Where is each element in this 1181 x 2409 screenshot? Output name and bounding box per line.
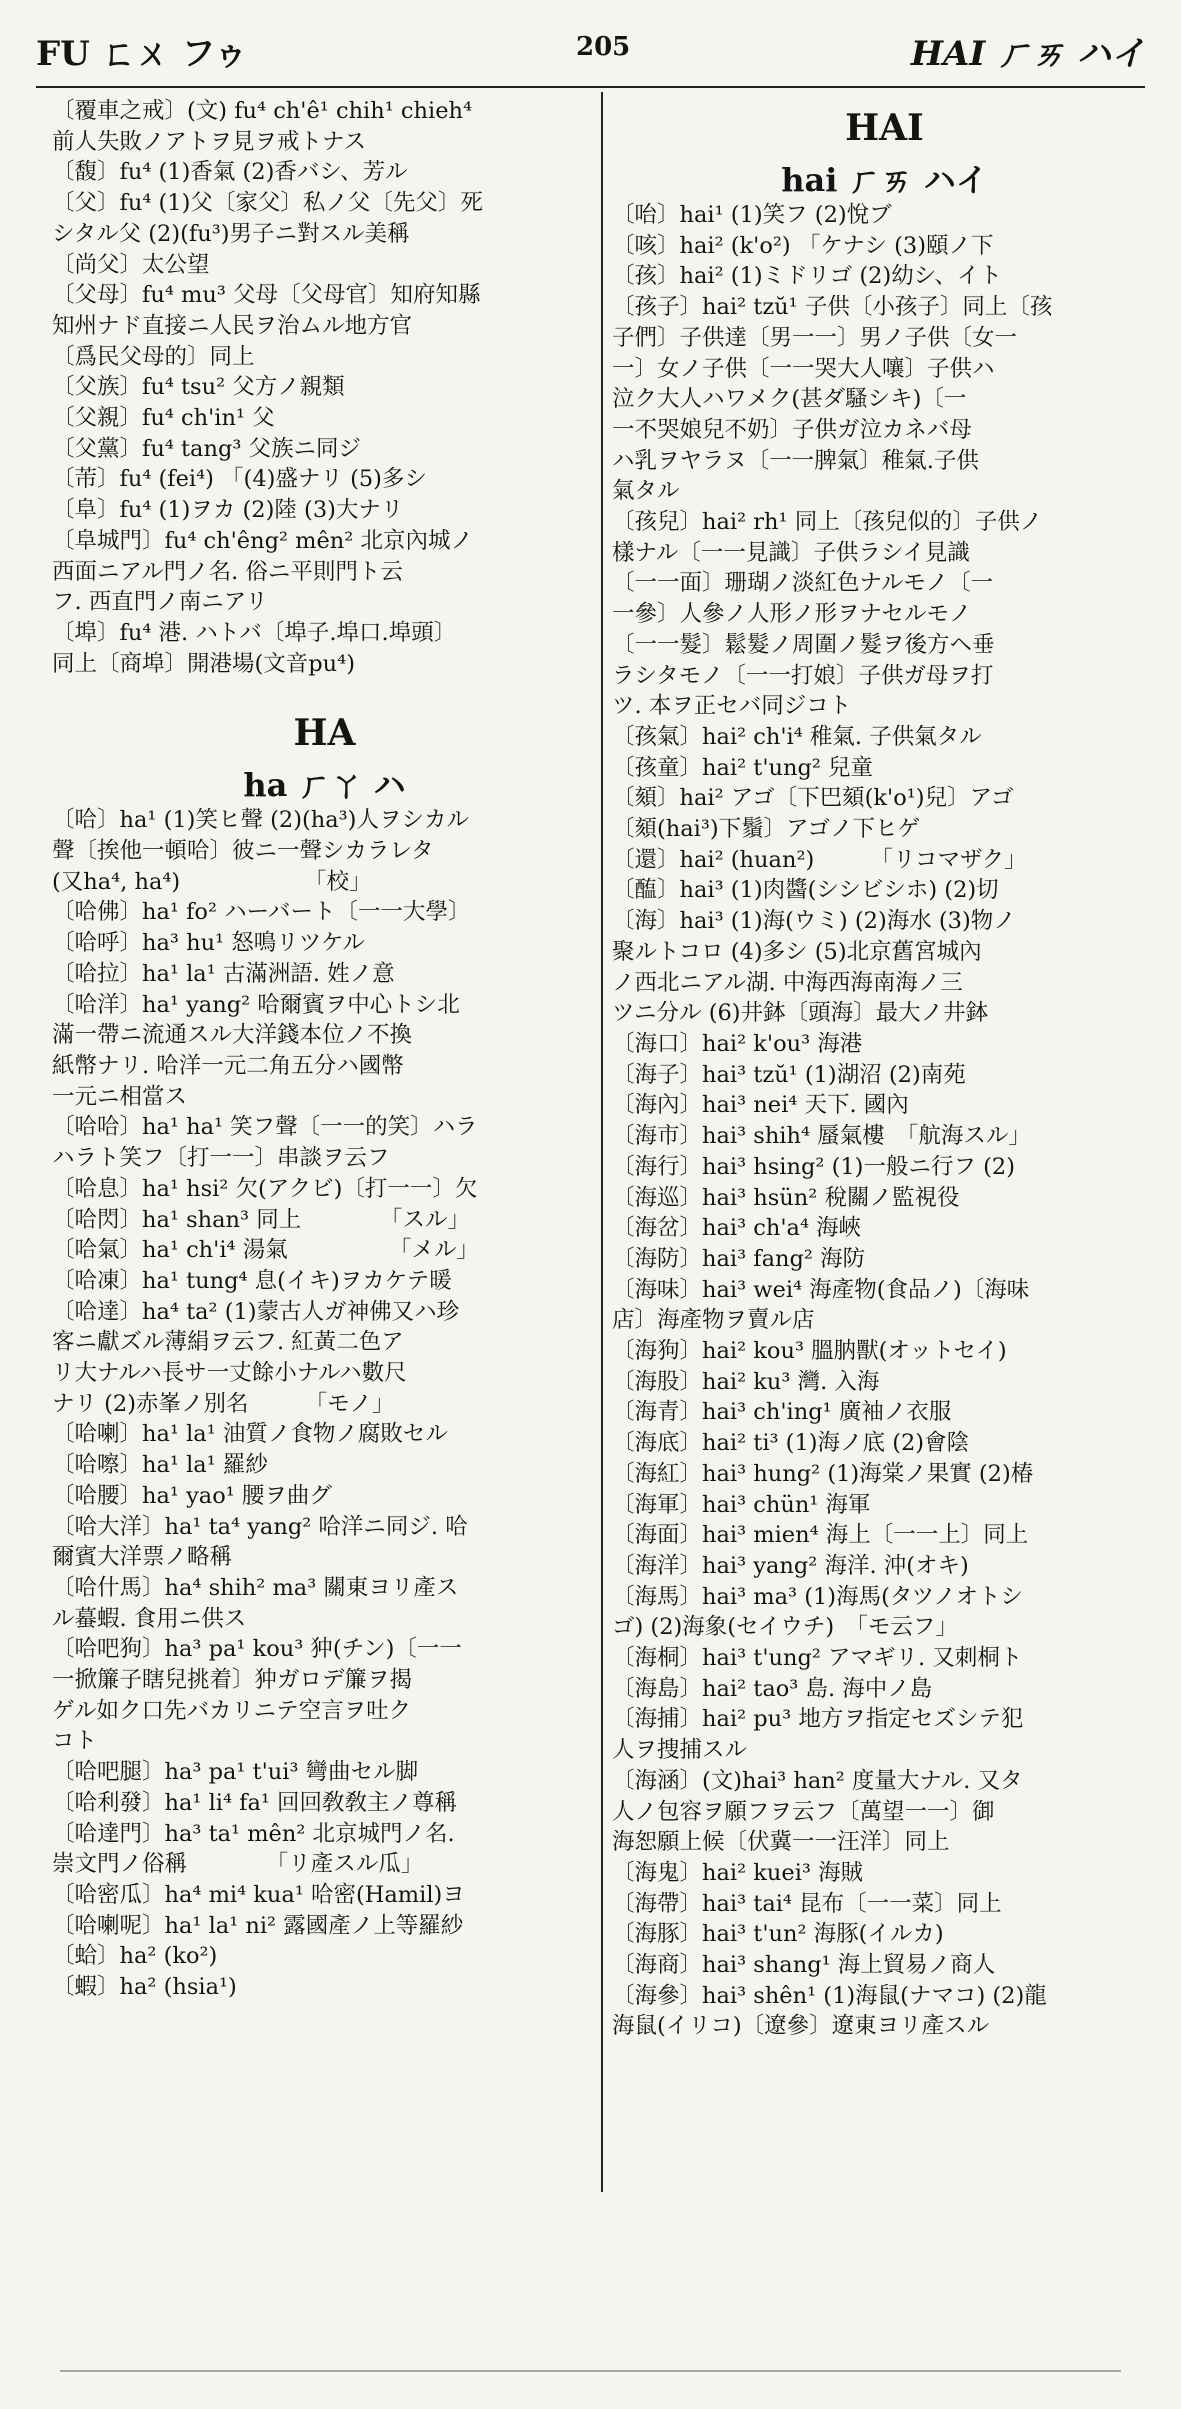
hai-entry: 〔海口〕hai² k'ou³ 海港 bbox=[612, 1030, 863, 1057]
ha-entry: 〔蝦〕ha² (hsia¹) bbox=[52, 1974, 237, 2001]
ha-entry: 崇文門ノ俗稱 「リ產スル瓜」 bbox=[52, 1851, 424, 1878]
fu-entry: 〔馥〕fu⁴ (1)香氣 (2)香バシ、芳ル bbox=[52, 159, 408, 186]
fu-entry: 〔父母〕fu⁴ mu³ 父母〔父母官〕知府知縣 bbox=[52, 282, 481, 309]
fu-entry: 〔尚父〕太公望 bbox=[52, 251, 210, 278]
hai-entry: 〔海內〕hai³ nei⁴ 天下. 國內 bbox=[612, 1092, 909, 1119]
hai-entry: 店〕海產物ヲ賣ル店 bbox=[612, 1307, 815, 1334]
fu-entry: 〔父〕fu⁴ (1)父〔家父〕私ノ父〔先父〕死 bbox=[52, 190, 483, 217]
ha-entry: 〔哈洋〕ha¹ yang² 哈爾賓ヲ中心トシ北 bbox=[52, 991, 460, 1018]
hai-entry: 〔咍〕hai¹ (1)笑フ (2)悅ブ bbox=[612, 202, 892, 228]
fu-entry: 〔阜城門〕fu⁴ ch'êng² mên² 北京內城ノ bbox=[52, 527, 473, 554]
hai-entry: 〔海行〕hai³ hsing² (1)一般ニ行フ (2) bbox=[612, 1153, 1015, 1180]
column-divider bbox=[601, 92, 603, 2192]
fu-entry: フ. 西直門ノ南ニアリ bbox=[52, 589, 268, 616]
hai-entry: 〔一一髮〕鬆髮ノ周圍ノ髮ヲ後方ヘ垂 bbox=[612, 631, 995, 658]
fu-entry: 〔父親〕fu⁴ ch'in¹ 父 bbox=[52, 405, 275, 432]
hai-entry: 〔海狗〕hai² kou³ 膃肭獸(オットセイ) bbox=[612, 1338, 1007, 1365]
hai-entry: 〔海鬼〕hai² kuei³ 海賊 bbox=[612, 1859, 864, 1886]
fu-entry: 〔父黨〕fu⁴ tang³ 父族ニ同ジ bbox=[52, 435, 362, 462]
hai-entry: 〔海捕〕hai² pu³ 地方ヲ指定セズシテ犯 bbox=[612, 1706, 1024, 1733]
ha-entry: 一掀簾子瞎兒挑着〕狆ガロデ簾ヲ揭 bbox=[52, 1667, 413, 1694]
ha-entry: 〔哈喇〕ha¹ la¹ 油質ノ食物ノ腐敗セル bbox=[52, 1421, 448, 1448]
header-right: HAI ㄏㄞ ハイ bbox=[910, 34, 1145, 74]
fu-entry: シタル父 (2)(fu³)男子ニ對スル美稱 bbox=[52, 220, 410, 247]
page-number: 205 bbox=[576, 32, 631, 62]
left-column bbox=[52, 96, 597, 2003]
hai-entry: ハ乳ヲヤラヌ〔一一脾氣〕稚氣.子供 bbox=[612, 447, 979, 474]
hai-entry: 〔海參〕hai³ shên¹ (1)海鼠(ナマコ) (2)龍 bbox=[612, 1982, 1047, 2009]
hai-entry: 〔醢〕hai³ (1)肉醬(シシビシホ) (2)切 bbox=[612, 877, 999, 904]
ha-entry: 〔哈凍〕ha¹ tung⁴ 息(イキ)ヲカケテ暖 bbox=[52, 1267, 452, 1294]
ha-entry: 〔哈大洋〕ha¹ ta⁴ yang² 哈洋ニ同ジ. 哈 bbox=[52, 1513, 468, 1540]
ha-section-subtitle: ha ㄏㄚ ハ bbox=[243, 766, 406, 805]
hai-entry: 〔頦(hai³)下鬚〕アゴノ下ヒゲ bbox=[612, 816, 921, 843]
ha-entry: 〔哈氣〕ha¹ ch'i⁴ 湯氣 「メル」 bbox=[52, 1237, 479, 1264]
hai-entry: 〔海涵〕(文)hai³ han² 度量大ナル. 又タ bbox=[612, 1767, 1023, 1794]
hai-entry: 〔海底〕hai² ti³ (1)海ノ底 (2)會陰 bbox=[612, 1430, 970, 1457]
ha-entry: リ大ナルハ長サ一丈餘小ナルハ數尺 bbox=[52, 1360, 407, 1387]
fu-entry: 〔阜〕fu⁴ (1)ヲカ (2)陸 (3)大ナリ bbox=[52, 497, 404, 524]
ha-entry: 滿一帶ニ流通スル大洋錢本位ノ不換 bbox=[52, 1022, 413, 1049]
hai-entry: 海鼠(イリコ)〔遼參〕遼東ヨリ產スル bbox=[612, 2013, 990, 2040]
ha-entry: コト bbox=[52, 1728, 98, 1755]
ha-entry: 〔哈哈〕ha¹ ha¹ 笑フ聲〔一一的笑〕ハラ bbox=[52, 1114, 478, 1141]
bottom-rule bbox=[60, 2370, 1121, 2372]
ha-entry: 〔哈達門〕ha³ ta¹ mên² 北京城門ノ名. bbox=[52, 1820, 455, 1847]
hai-entry: 〔孩童〕hai² t'ung² 兒童 bbox=[612, 754, 874, 781]
header-rule bbox=[36, 86, 1145, 88]
hai-entry: 〔孩子〕hai² tzŭ¹ 子供〔小孩子〕同上〔孩 bbox=[612, 294, 1053, 321]
hai-entry: 〔海紅〕hai³ hung² (1)海棠ノ果實 (2)椿 bbox=[612, 1460, 1034, 1487]
hai-entry: 海恕願上候〔伏冀一一汪洋〕同上 bbox=[612, 1829, 950, 1856]
ha-entry: 〔哈閃〕ha¹ shan³ 同上 「スル」 bbox=[52, 1206, 470, 1233]
hai-entry: 一參〕人參ノ人形ノ形ヲナセルモノ bbox=[612, 601, 972, 628]
hai-entry: 〔海帶〕hai³ tai⁴ 昆布〔一一菜〕同上 bbox=[612, 1890, 1002, 1917]
hai-entry: 〔頦〕hai² アゴ〔下巴頦(k'o¹)兒〕アゴ bbox=[612, 785, 1014, 812]
ha-entry: 〔哈腰〕ha¹ yao¹ 腰ヲ曲グ bbox=[52, 1482, 332, 1509]
hai-entry: 〔海〕hai³ (1)海(ウミ) (2)海水 (3)物ノ bbox=[612, 908, 1016, 935]
ha-entry: 紙幣ナリ. 哈洋一元二角五分ハ國幣 bbox=[52, 1052, 404, 1079]
ha-entry: 〔哈佛〕ha¹ fo² ハーバート〔一一大學〕 bbox=[52, 899, 471, 926]
hai-entry: 人ヲ捜捕スル bbox=[612, 1737, 748, 1764]
fu-entry: 〔覆車之戒〕(文) fu⁴ ch'ê¹ chih¹ chieh⁴ bbox=[52, 98, 473, 124]
right-column bbox=[612, 96, 1157, 2042]
fu-entry: 西面ニアル門ノ名. 俗ニ平則門ト云 bbox=[52, 558, 403, 585]
fu-entry: 前人失敗ノアトヲ見ヲ戒トナス bbox=[52, 128, 367, 155]
hai-entry: 〔海岔〕hai³ ch'a⁴ 海峽 bbox=[612, 1215, 862, 1242]
ha-entry: 一元ニ相當ス bbox=[52, 1083, 188, 1110]
ha-entry: ル蟇蝦. 食用ニ供ス bbox=[52, 1605, 247, 1632]
hai-entry: 〔海商〕hai³ shang¹ 海上貿易ノ商人 bbox=[612, 1952, 996, 1979]
ha-entry: 〔哈喇呢〕ha¹ la¹ ni² 露國產ノ上等羅紗 bbox=[52, 1912, 464, 1939]
hai-entry: 〔海洋〕hai³ yang² 海洋. 沖(オキ) bbox=[612, 1552, 969, 1579]
hai-entry: 一不哭娘兒不奶〕子供ガ泣カネバ母 bbox=[612, 416, 972, 443]
hai-entry: 〔孩氣〕hai² ch'i⁴ 稚氣. 子供氣タル bbox=[612, 723, 982, 750]
hai-entry: 氣タル bbox=[612, 478, 680, 505]
hai-entry: 聚ルトコロ (4)多シ (5)北京舊宮城內 bbox=[612, 938, 982, 965]
hai-entry: 樣ナル〔一一見識〕子供ラシイ見識 bbox=[612, 539, 970, 566]
hai-entry: 〔咳〕hai² (k'o²) 「ケナシ (3)頤ノ下 bbox=[612, 232, 994, 259]
hai-entry: 〔海味〕hai³ wei⁴ 海產物(食品ノ)〔海味 bbox=[612, 1276, 1030, 1303]
hai-entry: 一〕女ノ子供〔一一哭大人嚷〕子供ハ bbox=[612, 355, 995, 382]
page-header bbox=[36, 18, 1145, 82]
ha-entry: (又ha⁴, ha⁴) 「校」 bbox=[52, 868, 372, 895]
header-left: FU ㄈㄨ フゥ bbox=[36, 34, 248, 74]
hai-entry: 〔海市〕hai³ shih⁴ 蜃氣樓 「航海スル」 bbox=[612, 1123, 1031, 1150]
hai-entry: 〔海巡〕hai³ hsün² 稅關ノ監視役 bbox=[612, 1184, 960, 1211]
fu-entry: 〔父族〕fu⁴ tsu² 父方ノ親類 bbox=[52, 374, 345, 401]
ha-entry: 〔哈達〕ha⁴ ta² (1)蒙古人ガ神佛又ハ珍 bbox=[52, 1298, 460, 1325]
hai-entry: 〔海桐〕hai³ t'ung² アマギリ. 又刺桐ト bbox=[612, 1645, 1023, 1672]
hai-entry: ツニ分ル (6)井鉢〔頭海〕最大ノ井鉢 bbox=[612, 1000, 989, 1027]
hai-section-title: HAI bbox=[845, 107, 924, 149]
ha-entry: 〔哈呼〕ha³ hu¹ 怒鳴リツケル bbox=[52, 930, 365, 957]
hai-entry: 〔孩兒〕hai² rh¹ 同上〔孩兒似的〕子供ノ bbox=[612, 509, 1043, 536]
hai-entry: ノ西北ニアル湖. 中海西海南海ノ三 bbox=[612, 969, 963, 996]
hai-entry: 〔海面〕hai³ mien⁴ 海上〔一一上〕同上 bbox=[612, 1522, 1029, 1549]
hai-entry: 〔海防〕hai³ fang² 海防 bbox=[612, 1245, 866, 1272]
hai-entry: 〔海子〕hai³ tzŭ¹ (1)湖沼 (2)南苑 bbox=[612, 1061, 966, 1088]
fu-entry: 知州ナド直接ニ人民ヲ治ムル地方官 bbox=[52, 312, 413, 339]
hai-entry: 〔海軍〕hai³ chün¹ 海軍 bbox=[612, 1491, 871, 1518]
ha-entry: 〔哈利發〕ha¹ li⁴ fa¹ 回回敎敎主ノ尊稱 bbox=[52, 1789, 458, 1816]
ha-entry: 〔哈吧狗〕ha³ pa¹ kou³ 狆(チン)〔一一 bbox=[52, 1636, 462, 1663]
ha-entry: 〔哈息〕ha¹ hsi² 欠(アクビ)〔打一一〕欠 bbox=[52, 1175, 478, 1202]
hai-entry: ツ. 本ヲ正セバ同ジコト bbox=[612, 693, 852, 720]
ha-entry: 〔哈什馬〕ha⁴ shih² ma³ 關東ヨリ產ス bbox=[52, 1574, 459, 1601]
fu-entry: 〔爲民父母的〕同上 bbox=[52, 343, 255, 370]
hai-entry: 〔海豚〕hai³ t'un² 海豚(イルカ) bbox=[612, 1921, 944, 1948]
hai-entry: 〔孩〕hai² (1)ミドリゴ (2)幼シ、イト bbox=[612, 263, 1002, 290]
hai-entry: 〔海馬〕hai³ ma³ (1)海馬(タツノオトシ bbox=[612, 1583, 1024, 1610]
ha-section-title: HA bbox=[293, 712, 356, 755]
hai-section-subtitle: hai ㄏㄞ ハイ bbox=[781, 161, 988, 199]
hai-entry: ラシタモノ〔一一打娘〕子供ガ母ヲ打 bbox=[612, 662, 994, 689]
hai-entry: 泣ク大人ハワメク(甚ダ騷シキ)〔一 bbox=[612, 386, 967, 413]
hai-entry: 子們〕子供達〔男一一〕男ノ子供〔女一 bbox=[612, 324, 1018, 351]
ha-entry: 聲〔挨他一頓哈〕彼ニ一聲シカラレタ bbox=[52, 838, 434, 865]
fu-entry: 〔埠〕fu⁴ 港. ハトバ〔埠子.埠口.埠頭〕 bbox=[52, 619, 457, 646]
hai-entry: 〔還〕hai² (huan²) 「リコマザク」 bbox=[612, 846, 1027, 873]
ha-entry: 〔哈密瓜〕ha⁴ mi⁴ kua¹ 哈密(Hamil)ヨ bbox=[52, 1881, 465, 1908]
ha-entry: 爾賓大洋票ノ略稱 bbox=[52, 1544, 233, 1571]
ha-entry: 〔哈吧腿〕ha³ pa¹ t'ui³ 彎曲セル脚 bbox=[52, 1759, 419, 1786]
hai-entry: 〔海島〕hai² tao³ 島. 海中ノ島 bbox=[612, 1675, 933, 1702]
ha-entry: 〔哈〕ha¹ (1)笑ヒ聲 (2)(ha³)人ヲシカル bbox=[52, 807, 469, 834]
hai-entry: 〔一一面〕珊瑚ノ淡紅色ナルモノ〔一 bbox=[612, 570, 994, 597]
ha-entry: 〔蛤〕ha² (ko²) bbox=[52, 1943, 218, 1970]
ha-entry: ハラト笑フ〔打一一〕串談ヲ云フ bbox=[52, 1145, 390, 1172]
ha-entry: ゲル如ク口先バカリニテ空言ヲ吐ク bbox=[52, 1697, 412, 1724]
hai-entry: 人ノ包容ヲ願フヲ云フ〔萬望一一〕御 bbox=[612, 1798, 995, 1825]
ha-entry: ナリ (2)赤峯ノ別名 「モノ」 bbox=[52, 1390, 395, 1417]
fu-entry: 〔芾〕fu⁴ (fei⁴) 「(4)盛ナリ (5)多シ bbox=[52, 466, 427, 493]
hai-entry: 〔海股〕hai² ku³ 灣. 入海 bbox=[612, 1368, 880, 1395]
hai-entry: 〔海青〕hai³ ch'ing¹ 廣袖ノ衣服 bbox=[612, 1399, 952, 1426]
hai-entry: ゴ) (2)海象(セイウチ) 「モ云フ」 bbox=[612, 1614, 958, 1641]
ha-entry: 客ニ獻ズル薄絹ヲ云フ. 紅黃二色ア bbox=[52, 1329, 404, 1356]
ha-entry: 〔哈拉〕ha¹ la¹ 古滿洲語. 姓ノ意 bbox=[52, 960, 395, 987]
fu-entry: 同上〔商埠〕開港場(文音pu⁴) bbox=[52, 650, 355, 677]
ha-entry: 〔哈嚓〕ha¹ la¹ 羅紗 bbox=[52, 1452, 268, 1479]
